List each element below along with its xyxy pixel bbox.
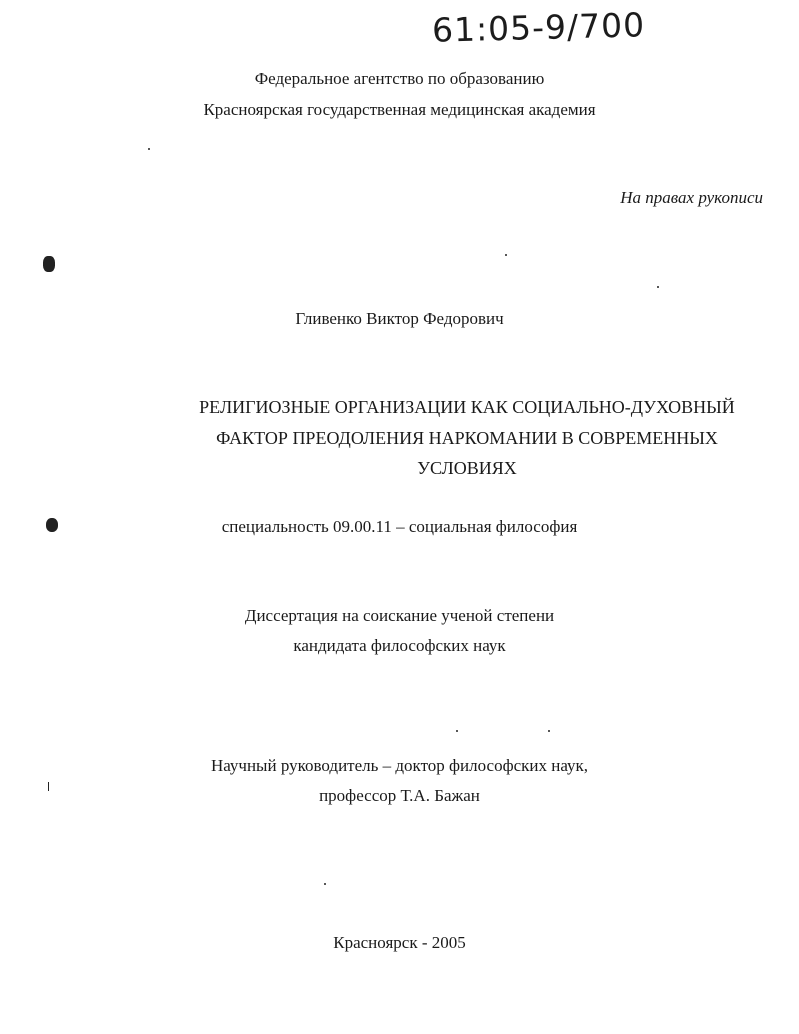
scan-speck xyxy=(456,730,458,732)
title-line-2: ФАКТОР ПРЕОДОЛЕНИЯ НАРКОМАНИИ В СОВРЕМЕННЫХ xyxy=(216,428,718,448)
city-year: Красноярск - 2005 xyxy=(333,933,466,952)
degree-line-2: кандидата философских наук xyxy=(293,636,506,655)
scan-speck xyxy=(324,883,326,885)
title-line-1: РЕЛИГИОЗНЫЕ ОРГАНИЗАЦИИ КАК СОЦИАЛЬНО-ДУХОВНЫЙ xyxy=(199,397,735,417)
supervisor-line-1: Научный руководитель – доктор философских наук, xyxy=(210,756,589,775)
scan-speck xyxy=(657,286,659,288)
degree-line-1: Диссертация на соискание ученой степени xyxy=(244,606,555,625)
rights-notice: На правах рукописи xyxy=(620,188,763,207)
scan-speck xyxy=(46,518,58,532)
title-line-3: УСЛОВИЯХ xyxy=(417,458,517,478)
supervisor-line-2: профессор Т.А. Бажан xyxy=(319,786,480,805)
author-name: Гливенко Виктор Федорович xyxy=(295,309,504,328)
archive-number-handwritten: 61:05-9/700 xyxy=(431,5,646,50)
institution-name: Красноярская государственная медицинская академия xyxy=(203,100,596,119)
scan-speck xyxy=(548,730,550,732)
scan-speck xyxy=(48,782,49,791)
scan-speck xyxy=(43,256,55,272)
agency-name: Федеральное агентство по образованию xyxy=(254,69,545,88)
scan-speck xyxy=(505,254,507,256)
scan-speck xyxy=(148,148,150,150)
specialty: специальность 09.00.11 – социальная философия xyxy=(221,517,578,536)
